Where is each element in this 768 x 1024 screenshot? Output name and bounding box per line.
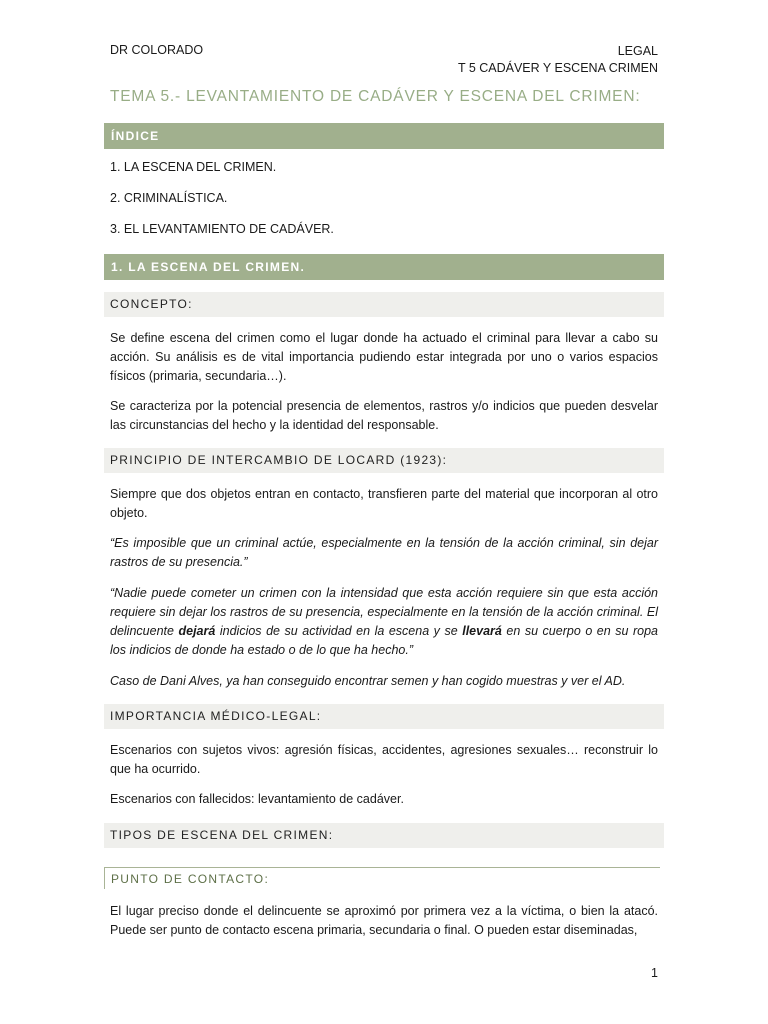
concepto-heading: CONCEPTO: [104,292,664,317]
locard-paragraph: Siempre que dos objetos entran en contacto, transfieren parte del material que incorporan al otro objeto. [110,487,658,520]
concepto-paragraph-1: Se define escena del crimen como el lugar donde ha actuado el criminal para llevar a cabo su acción. Su análisis es de vital importancia pudiendo estar integrada por uno o varios espacios físicos (primaria, secundaria…). [110,331,658,383]
index-item-1: 1. LA ESCENA DEL CRIMEN. [110,160,277,174]
punto-contacto-heading: PUNTO DE CONTACTO: [104,867,660,889]
locard-case-note: Caso de Dani Alves, ya han conseguido encontrar semen y han cogido muestras y ver el AD. [110,674,626,688]
index-item-2: 2. CRIMINALÍSTICA. [110,191,228,205]
page-number: 1 [651,966,658,980]
header-author: DR COLORADO [110,43,204,57]
locard-heading: PRINCIPIO DE INTERCAMBIO DE LOCARD (1923): [104,448,664,473]
quote2-bold-dejara: dejará [178,624,216,638]
index-item-3: 3. EL LEVANTAMIENTO DE CADÁVER. [110,222,334,236]
header-subject [458,43,658,77]
header-subject-line2: T 5 CADÁVER Y ESCENA CRIMEN [457,61,658,75]
header-subject-line1: LEGAL [617,44,658,58]
concepto-paragraph-2: Se caracteriza por la potencial presencia de elementos, rastros y/o indicios que pueden desvelar las circunstancias del hecho y la identidad del responsable. [110,399,658,432]
quote2-part-d: en su cuerpo o en su ropa los indicios de donde ha estado o de lo que ha hecho.” [110,624,658,657]
document-title: TEMA 5.- LEVANTAMIENTO DE CADÁVER Y ESCENA DEL CRIMEN: [110,88,641,105]
section1-heading: 1. LA ESCENA DEL CRIMEN. [104,254,664,280]
punto-contacto-paragraph: El lugar preciso donde el delincuente se aproximó por primera vez a la víctima, o bien la atacó. Puede ser punto de contacto escena primaria, secundaria o final. O pueden estar diseminadas, [110,904,658,937]
locard-quote-2 [110,584,658,660]
index-heading: ÍNDICE [104,123,664,149]
quote2-bold-llevara: llevará [462,624,502,638]
tipos-heading: TIPOS DE ESCENA DEL CRIMEN: [104,823,664,848]
importancia-heading: IMPORTANCIA MÉDICO-LEGAL: [104,704,664,729]
quote2-part-c: indicios de su actividad en la escena y se [215,624,463,638]
importancia-paragraph-1: Escenarios con sujetos vivos: agresión físicas, accidentes, agresiones sexuales… reconstruir lo que ha ocurrido. [110,743,658,776]
importancia-paragraph-2: Escenarios con fallecidos: levantamiento de cadáver. [110,792,404,806]
quote2-part-a: “Nadie puede cometer un crimen con la intensidad que esta acción requiere sin que esta acción requiere sin dejar los rastros de su presencia, especialmente en la tensión de la acción criminal. El delincuente [110,586,658,638]
locard-quote-1: “Es imposible que un criminal actúe, especialmente en la tensión de la acción criminal, sin dejar rastros de su presencia.” [110,536,658,569]
